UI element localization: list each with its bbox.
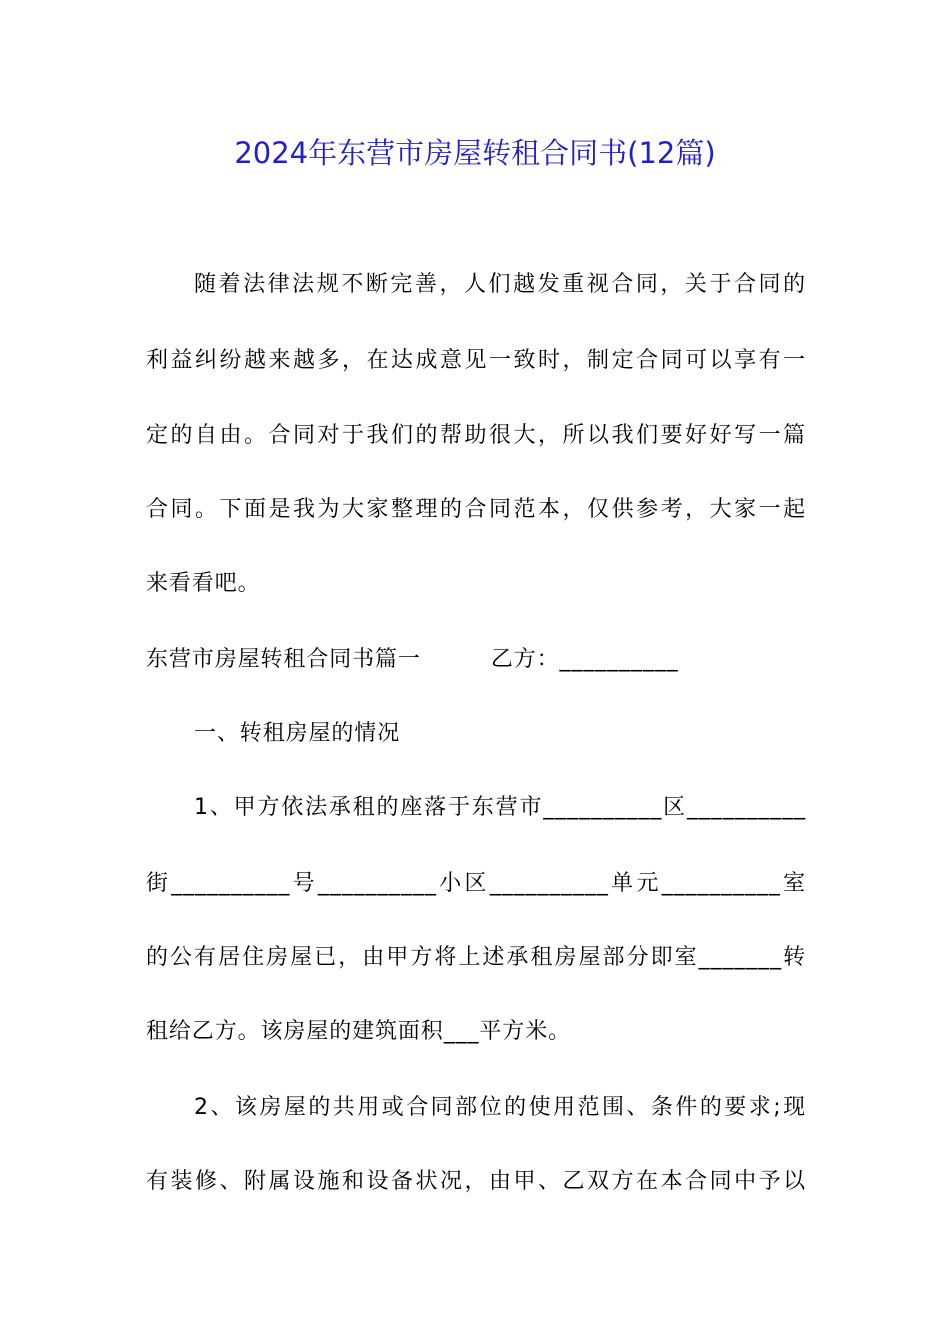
clause-line: 租给乙方。该房屋的建筑面积___平方米。	[146, 1019, 572, 1044]
paragraph-line: 合同。下面是我为大家整理的合同范本，仅供参考，大家一起	[146, 497, 806, 522]
clause-line: 的公有居住房屋已，由甲方将上述承租房屋部分即室_______转	[146, 945, 806, 970]
clause-line: 2、该房屋的共用或合同部位的使用范围、条件的要求;现	[194, 1095, 806, 1120]
section-heading-line	[146, 645, 806, 675]
paragraph-line: 随着法律法规不断完善，人们越发重视合同，关于合同的	[194, 272, 806, 297]
clause-line: 街__________号__________小区__________单元__________室	[146, 871, 806, 896]
paragraph-line: 来看看吧。	[146, 571, 261, 596]
section-heading: 东营市房屋转租合同书篇一	[146, 647, 421, 672]
clause-line: 1、甲方依法承租的座落于东营市__________区__________	[194, 795, 806, 820]
paragraph-line: 定的自由。合同对于我们的帮助很大，所以我们要好好写一篇	[146, 423, 806, 448]
paragraph-line: 利益纠纷越来越多，在达成意见一致时，制定合同可以享有一	[146, 348, 806, 373]
clause-heading: 一、转租房屋的情况	[194, 721, 401, 746]
clause-line: 有装修、附属设施和设备状况，由甲、乙双方在本合同中予以	[146, 1169, 806, 1194]
party-b-field: 乙方：__________	[490, 647, 679, 672]
document-title: 2024年东营市房屋转租合同书(12篇)	[234, 136, 716, 170]
